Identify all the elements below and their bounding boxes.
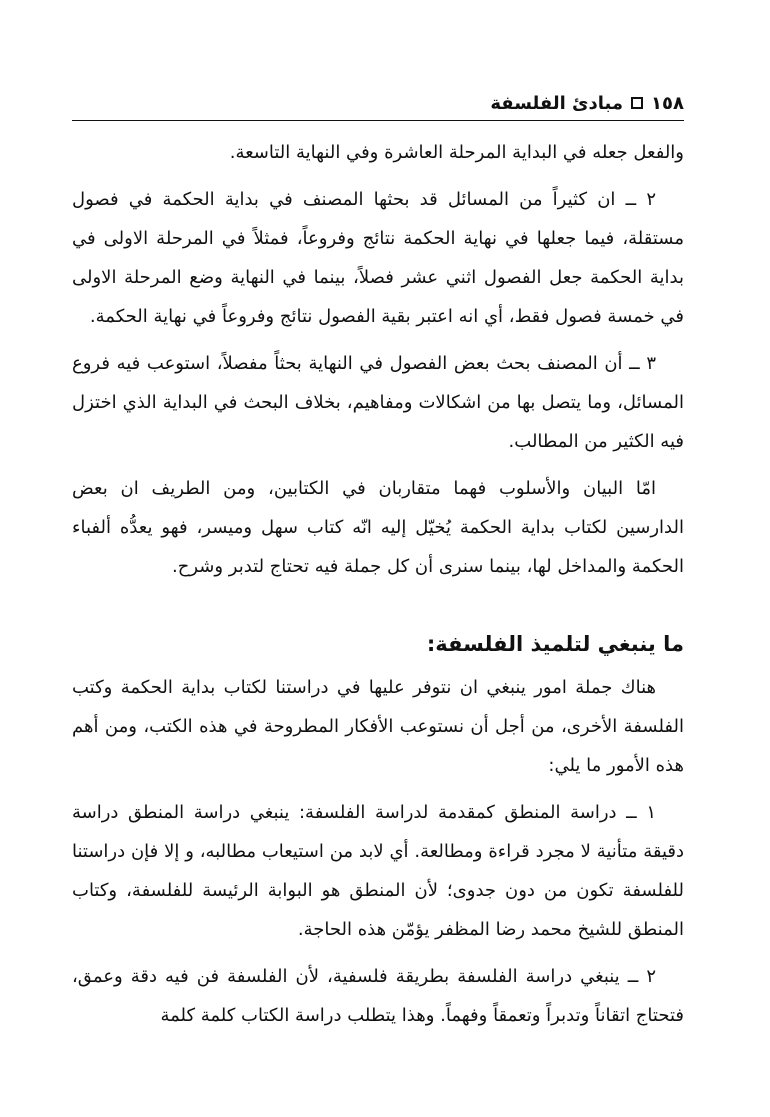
paragraph-point-3: ٣ ــ أن المصنف بحث بعض الفصول في النهاية بحثاً مفصلاً، استوعب فيه فروع المسائل، وما يتصل بها من اشكالات ومفاهيم، بخلاف البحث في البداية الذي اختزل فيه الكثير من المطالب. [72,353,684,452]
running-header [72,86,684,120]
paragraph-logic: ١ ــ دراسة المنطق كمقدمة لدراسة الفلسفة: ينبغي دراسة المنطق دراسة دقيقة متأنية لا مجرد قراءة ومطالعة. أي لابد من استيعاب مطالبه، و إلا فإن دراستنا للفلسفة تكون من دون جدوى؛ لأن المنطق هو البوابة الرئيسة للفلسفة، وكتاب المنطق للشيخ محمد رضا المظفر يؤمّن هذه الحاجة. [72,802,684,940]
paragraph-style: امّا البيان والأسلوب فهما متقاربان في الكتابين، ومن الطريف ان بعض الدارسين لكتاب بداية الحكمة يُخيّل إليه انّه كتاب سهل وميسر، فهو يعدُّه ألفباء الحكمة والمداخل لها، بينما سنرى أن كل جملة فيه تحتاج لتدبر وشرح. [72,478,684,577]
paragraph-continuation: والفعل جعله في البداية المرحلة العاشرة وفي النهاية التاسعة. [229,142,684,163]
paragraph-point-2: ٢ ــ ان كثيراً من المسائل قد بحثها المصنف في بداية الحكمة في فصول مستقلة، فيما جعلها في نهاية الحكمة نتائج وفروعاً، فمثلاً في المرحلة الاولى في بداية الحكمة جعل الفصول اثني عشر فصلاً، بينما في النهاية وضع المرحلة الاولى في خمسة فصول فقط، أي انه اعتبر بقية الفصول نتائج وفروعاً في نهاية الحكمة. [72,189,684,327]
section-heading: ما ينبغي لتلميذ الفلسفة: [426,632,684,656]
paragraph-intro: هناك جملة امور ينبغي ان نتوفر عليها في دراستنا لكتاب بداية الحكمة وكتب الفلسفة الأخرى، من أجل أن نستوعب الأفكار المطروحة في هذه الكتب، ومن أهم هذه الأمور ما يلي: [72,677,684,776]
page-number: ١٥٨ [651,92,684,114]
book-page [72,86,684,1057]
header-rule [72,120,684,121]
book-title: مبادئ الفلسفة [490,92,624,114]
square-ornament-icon [631,97,643,109]
paragraph-method: ٢ ــ ينبغي دراسة الفلسفة بطريقة فلسفية، لأن الفلسفة فن فيه دقة وعمق، فتحتاج اتقاناً وتدبراً وتعمقاً وفهماً. وهذا يتطلب دراسة الكتاب كلمة كلمة [72,966,684,1026]
body-text [72,133,684,1035]
